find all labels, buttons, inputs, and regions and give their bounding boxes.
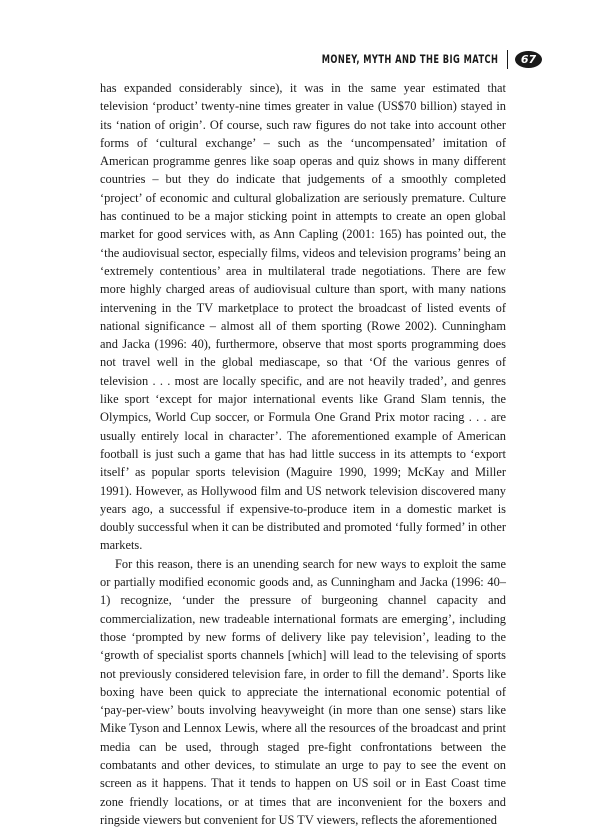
paragraph: For this reason, there is an unending search for new ways to exploit the same or partially modified economic goods and, as Cunningham and Jacka (1996: 40–1) recognize, ‘under the pressure of burgeoning channel capacity and commercialization, new tradeable international formats are emerging’, including those ‘prompted by new forms of delivery like pay television’, leading to the ‘growth of specialist sports channels [which] will lead to the televising of sports not previously considered television fare, in order to fill the demand’. Sports like boxing have been quick to appreciate the international economic potential of ‘pay-per-view’ bouts involving heavyweight (in more than one sense) stars like Mike Tyson and Lennox Lewis, where all the resources of the broadcast and print media can be used, through staged pre-fight confrontations between the combatants and other devices, to stimulate an urge to pay to see the event on screen as it happens. That it tends to happen on US soil or in East Coast time zone friendly locations, or at times that are inconvenient for the boxers and ringside viewers but convenient for US TV viewers, reflects the aforementioned — [100, 556, 506, 827]
running-head — [253, 49, 542, 69]
page-number-badge: 67 — [515, 51, 542, 68]
body-text — [100, 79, 506, 829]
running-title: MONEY, MYTH AND THE BIG MATCH — [321, 52, 499, 66]
paragraph-continued: has expanded considerably since), it was in the same year estimated that television ‘product’ twenty-nine times greater in value (US$70 billion) stayed in its ‘nation of origin’. Of course, such raw figures do not take into account other forms of ‘cultural exchange’ – such as the ‘uncompensated’ imitation of American programme genres like soap operas and quiz shows in many different countries – but they do indicate that judgements of a smoothly completed ‘project’ of economic and cultural globalization are seriously premature. Culture has continued to be a major sticking point in attempts to create an open global market for good services with, as Ann Capling (2001: 165) has pointed out, the ‘the audiovisual sector, especially films, videos and television programs’ being an ‘extremely contentious’ area in multilateral trade negotiations. There are few more highly charged areas of audiovisual culture than sport, with many nations intervening in the TV marketplace to protect the broadcast of listed events of national significance – almost all of them sporting (Rowe 2002). Cunningham and Jacka (1996: 40), furthermore, observe that most sports programming does not travel well in the global mediascape, so that ‘Of the various genres of television . . . most are locally specific, and are not heavily traded’, and genres like sport ‘except for major international events like Grand Slam tennis, the Olympics, World Cup soccer, or Formula One Grand Prix motor racing . . . are usually entirely local in character’. The aforementioned example of American football is just such a game that has had little success in its attempts to ‘export itself’ as popular sports television (Maguire 1990, 1999; McKay and Miller 1991). However, as Hollywood film and US network television discovered many years ago, a successful if expensive-to-produce item in a domestic market is doubly successful when it can be distributed and promoted ‘fully formed’ in other markets. — [100, 81, 506, 553]
header-rule — [507, 50, 509, 69]
